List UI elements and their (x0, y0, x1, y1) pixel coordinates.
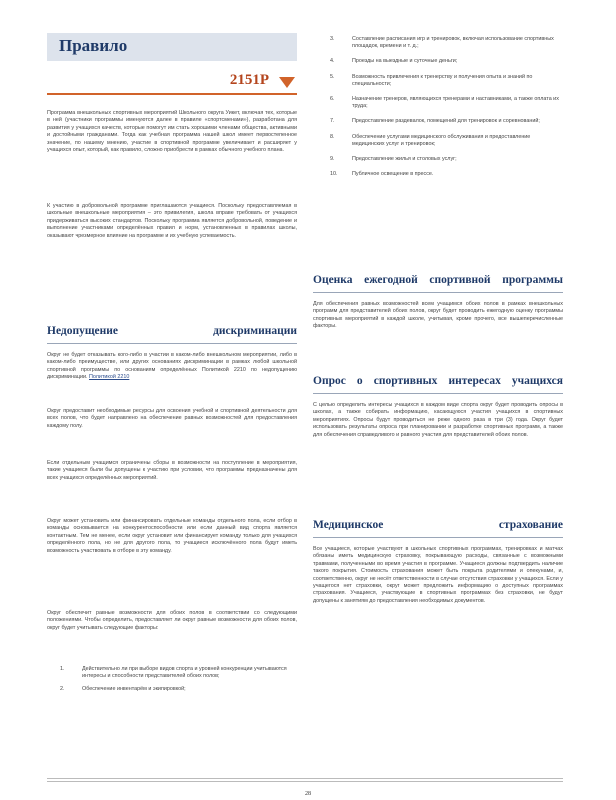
footer-divider-1 (47, 778, 563, 779)
heading-word: Недопущение (47, 325, 119, 337)
factors-list-right (330, 36, 563, 178)
list-item: 5. Возможность привлечения к тренерству и получения опыта и знаний по специальности; (330, 73, 533, 87)
title-box (47, 33, 297, 61)
heading-divider (313, 393, 563, 394)
policy-2210-link[interactable]: Политикой 2210 (89, 374, 130, 381)
code-divider (47, 93, 297, 95)
intro-paragraph-1: Программа внешкольных спортивных мероприятий Школьного округа Уикет, включая тех, которые в ней (участники программы именуются далее в правиле «спортсменами»), разработана для развития у учащихся качеств, которые помогут им стать хорошими членами общества, активными и достойными гражданами. Тогда как учебная программа нашей школ имеет первостепенное значение, по нашему мнению, участие в спортивной программе увеличивает и расширяет у учащихся опыт, который, как правило, сложно приобрести в рамках обычного учебного плана. (47, 110, 297, 154)
policy-code-row (47, 72, 297, 94)
list-item: 1. Действительно ли при выборе видов спорта и уровней конкуренции учитываются интересы и способности представителей обоих полов; (60, 666, 287, 680)
heading-word: Медицинское (313, 519, 384, 531)
page-number: 28 (305, 791, 311, 797)
list-item: 7. Предоставление раздевалок, помещений для тренировок и соревнований; (330, 118, 540, 125)
heading-word: Оценка (313, 274, 353, 286)
list-item: 6. Назначение тренеров, являющихся тренерами и наставниками, а также оплата их труда; (330, 96, 559, 110)
intro-paragraph-2: К участию в добровольной программе приглашаются учащиеся. Поскольку предоставляемая в школьные внешкольные мероприятия – это привилегия, школа вправе требовать от учащихся придерживаться высоких стандартов. Поскольку программа является добровольной, поведение и выполнение участниками определённых правил и норм, установленных в правилах школы, оказывают чрезмерное влияние на программе и их учебную успеваемость. (47, 203, 297, 239)
heading-non-discrimination (47, 325, 297, 337)
policy-code: 2151P (229, 72, 269, 88)
heading-word: спортивных (373, 375, 438, 387)
heading-word: о (356, 375, 363, 387)
heading-word: учащихся (511, 375, 563, 387)
discrimination-paragraph-4: Округ может установить или финансировать отдельные команды отдельного пола, если отбор в команды основывается на конкурентоспособности или если данный вид спорта является контактным. Тем не менее, если округ установит или финансирует команду только для учащихся определённого пола, но не для другого пола, то учащиеся исключённого пола будут иметь возможность участвовать в отборе в эту команду. (47, 518, 297, 554)
page-title: Правило (59, 36, 128, 55)
heading-interest-survey (313, 375, 563, 387)
triangle-down-icon (279, 77, 295, 88)
insurance-paragraph: Все учащиеся, которые участвуют в школьных спортивных программах, тренировках и матчах обязаны иметь медицинскую страховку, покрывающую расходы, связанные с возможными травмами, полученными во время участия в программе. Учащиеся должны подтвердить наличие такого покрытия. Стоимость страхования может быть покрыта родителями и опекунами, и, соответственно, округ не несёт ответственности в случае отсутствия страховки у учащихся. Если у учащегося нет страховки, округ может предложить информацию о доступных программах страхования. Учащиеся, участвующие в спортивных программах без страховки, не будут допущены к занятиям до предоставления необходимых документов. (313, 546, 563, 604)
heading-word: страхование (498, 519, 563, 531)
list-item: 4. Проезды на выездные и суточные деньги; (330, 58, 458, 65)
footer-divider-2 (47, 781, 563, 782)
heading-word: программы (502, 274, 563, 286)
discrimination-paragraph-1 (47, 352, 297, 382)
heading-annual-evaluation (313, 274, 563, 286)
evaluation-paragraph: Для обеспечения равных возможностей всем учащимся обоих полов в рамках внешкольных программ для представителей обоих полов, округ будет проводить ежегодную оценку программы спортивных мероприятий в каждой школе, учитывая, кроме прочего, все вышеперечисленные факторы. (313, 301, 563, 330)
heading-word: ежегодной (364, 274, 418, 286)
heading-word: дискриминации (213, 325, 297, 337)
survey-paragraph: С целью определить интересы учащихся в каждом виде спорта округ будет проводить опросы в школах, а также собирать информацию, касающуюся участия учащихся в спортивных мероприятиях. Опросы будут проводиться не реже одного раза в три (3) года. Округ будет использовать результаты опроса при планировании и разработке спортивных программ, а также для обеспечения справедливого и равного участия для представителей обоих полов. (313, 402, 563, 438)
list-item: 9. Предоставление жилья и столовых услуг; (330, 156, 457, 163)
discrimination-text: Округ не будет отказывать кого-либо в участии в каком-либо внешкольном мероприятии, либо в каком-либо преимуществе, или других основаниях дискриминации в рамках любой школьной спортивной программы по основаниям определённых Политикой 2210 по недопущению дискриминации. (47, 352, 297, 381)
heading-word: Опрос (313, 375, 346, 387)
list-item: 2. Обеспечение инвентарём и экипировкой; (60, 686, 186, 693)
heading-medical-insurance (313, 519, 563, 531)
heading-word: интересах (448, 375, 501, 387)
heading-word: спортивной (429, 274, 491, 286)
list-item: 3. Составление расписания игр и тренировок, включая использование спортивных площадок, времени и т. д.; (330, 36, 554, 50)
factors-list-left (60, 666, 297, 694)
discrimination-paragraph-5: Округ обеспечит равные возможности для обоих полов в соответствии со следующими положениями. Чтобы определить, предоставляет ли округ равные возможности для обоих полов, округ будет учитывать следующие факторы: (47, 610, 297, 631)
discrimination-paragraph-3: Если отдельным учащимся ограничены сборы в возможности на поступление в мероприятия, такие учащиеся были бы допущены к участию при условии, что программы предназначены для всех учащихся определённых мероприятий. (47, 460, 297, 481)
list-item: 8. Обеспечение услугами медицинского обслуживания и предоставление медицинских услуг и тренировок; (330, 133, 531, 147)
discrimination-paragraph-2: Округ предоставит необходимые ресурсы для освоения учебной и спортивной деятельности для всех полов, что будет направлено на обеспечение равных возможностей для предоставления каждому полу. (47, 408, 297, 429)
heading-divider (313, 292, 563, 293)
heading-divider (47, 343, 297, 344)
heading-divider (313, 537, 563, 538)
list-item: 10. Публичное освещение в прессе. (330, 171, 434, 178)
